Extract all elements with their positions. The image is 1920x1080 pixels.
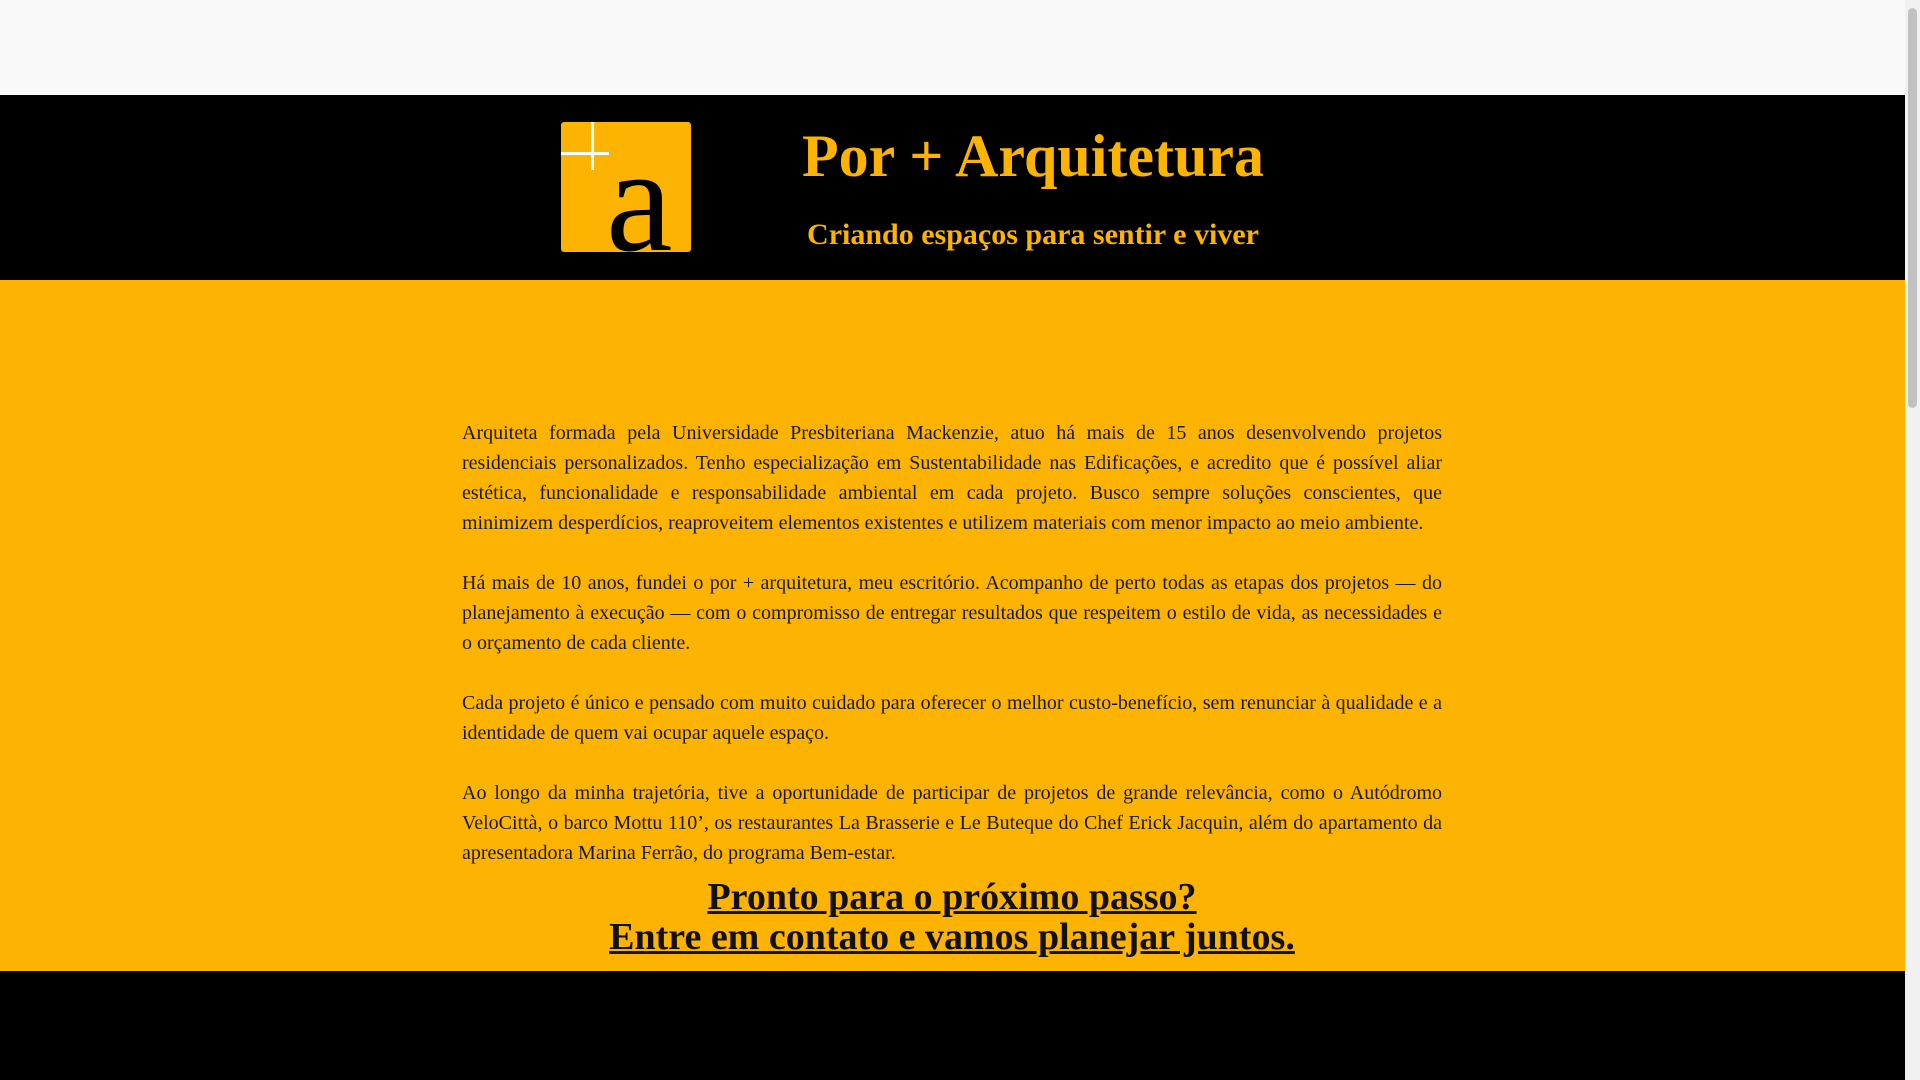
cta-line-next-step[interactable]: Pronto para o próximo passo? bbox=[707, 876, 1197, 918]
contact-cta[interactable] bbox=[462, 877, 1442, 957]
site-title: Por + Arquitetura bbox=[802, 123, 1264, 189]
bio-text bbox=[462, 418, 1442, 898]
bio-paragraph-3: Cada projeto é único e pensado com muito cuidado para oferecer o melhor custo-benefício, sem renunciar à qualidade e a identidade de quem vai ocupar aquele espaço. bbox=[462, 692, 1442, 744]
cta-line-contact[interactable]: Entre em contato e vamos planejar juntos. bbox=[609, 916, 1295, 958]
bio-paragraph-1: Arquiteta formada pela Universidade Presbiteriana Mackenzie, atuo há mais de 15 anos desenvolvendo projetos residenciais personalizados. Tenho especialização em Sustentabilidade nas Edificações, e acredito que é possível aliar estética, funcionalidade e responsabilidade ambiental em cada projeto. Busco sempre soluções conscientes, que minimizem desperdícios, reaproveitem elementos existentes e utilizem materiais com menor impacto ao meio ambiente. bbox=[462, 422, 1442, 534]
page-scrollbar[interactable] bbox=[1905, 0, 1920, 1080]
logo-graphic bbox=[561, 122, 691, 252]
site-footer bbox=[0, 971, 1905, 1080]
bio-paragraph-4: Ao longo da minha trajetória, tive a oportunidade de participar de projetos de grande relevância, como o Autódromo VeloCittà, o barco Mottu 110’, os restaurantes La Brasserie e Le Buteque do Chef Erick Jacquin, além do apartamento da apresentadora Marina Ferrão, do programa Bem-estar. bbox=[462, 782, 1442, 864]
svg-text:a: a bbox=[606, 122, 673, 252]
top-bar bbox=[0, 0, 1905, 95]
bio-paragraph-2: Há mais de 10 anos, fundei o por + arquitetura, meu escritório. Acompanho de perto todas as etapas dos projetos — do planejamento à execução — com o compromisso de entregar resultados que respeitem o estilo de vida, as necessidades e o orçamento de cada cliente. bbox=[462, 572, 1442, 654]
plus-a-logo-icon[interactable] bbox=[561, 122, 691, 252]
scrollbar-thumb[interactable] bbox=[1908, 8, 1917, 408]
site-tagline: Criando espaços para sentir e viver bbox=[807, 218, 1259, 251]
